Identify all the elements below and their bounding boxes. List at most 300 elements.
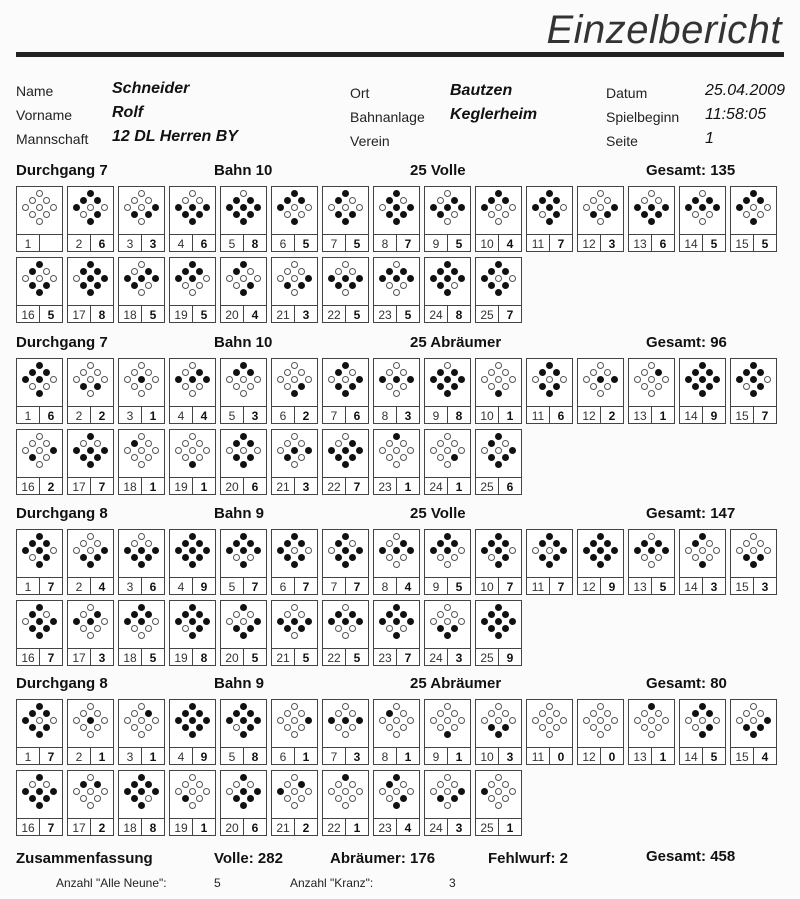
pin-standing [138, 261, 145, 268]
pin-standing [444, 802, 451, 809]
pin-down [495, 604, 502, 611]
pin-diagram [272, 258, 317, 305]
pin-diagram [119, 258, 164, 305]
pin-standing [655, 724, 662, 731]
pin-down [29, 611, 36, 618]
pin-standing [94, 540, 101, 547]
section-gesamt: Gesamt: 135 [646, 162, 736, 179]
pin-standing [736, 717, 743, 724]
pin-down [22, 376, 29, 383]
throw-number: 12 [578, 748, 601, 765]
pin-down [196, 611, 203, 618]
throw-frame [220, 770, 267, 836]
pin-standing [356, 788, 363, 795]
throw-number: 2 [68, 578, 91, 595]
pin-down [539, 197, 546, 204]
throw-frame [220, 257, 267, 323]
pin-down [713, 204, 720, 211]
throw-frame [169, 529, 216, 595]
pin-standing [386, 625, 393, 632]
pin-down [488, 454, 495, 461]
pin-standing [393, 362, 400, 369]
throw-info [68, 577, 113, 595]
pin-down [138, 561, 145, 568]
pin-standing [641, 724, 648, 731]
pin-down [560, 547, 567, 554]
throw-frame [169, 429, 216, 495]
throw-frame [424, 186, 471, 252]
pin-down [604, 540, 611, 547]
pin-standing [400, 724, 407, 731]
throw-info [527, 406, 572, 424]
pin-down [386, 611, 393, 618]
pin-standing [692, 211, 699, 218]
pin-standing [444, 618, 451, 625]
pin-down [29, 710, 36, 717]
pin-down [495, 461, 502, 468]
pin-standing [277, 275, 284, 282]
pin-down [488, 268, 495, 275]
pin-standing [226, 618, 233, 625]
pin-down [298, 781, 305, 788]
pin-diagram [629, 700, 674, 747]
pin-down [407, 547, 414, 554]
pin-down [182, 540, 189, 547]
throw-score: 1 [98, 749, 106, 764]
pin-standing [437, 554, 444, 561]
pin-down [240, 547, 247, 554]
title-rule [16, 52, 784, 57]
throw-frame [67, 770, 114, 836]
throw-frame [67, 529, 114, 595]
mannschaft-label: Mannschaft [16, 131, 89, 147]
pin-diagram [221, 258, 266, 305]
pin-down [444, 376, 451, 383]
pin-down [553, 211, 560, 218]
throw-score: 5 [149, 650, 157, 665]
pin-down [36, 261, 43, 268]
pin-down [349, 440, 356, 447]
pin-down [226, 717, 233, 724]
throw-number: 20 [221, 649, 244, 666]
throw-number: 8 [374, 578, 397, 595]
throw-info [323, 577, 368, 595]
pin-standing [488, 554, 495, 561]
pin-standing [138, 703, 145, 710]
throw-frame [475, 529, 522, 595]
pin-diagram [17, 430, 62, 477]
pin-down [451, 540, 458, 547]
pin-standing [94, 369, 101, 376]
pin-down [247, 724, 254, 731]
pin-standing [451, 282, 458, 289]
pin-diagram [629, 187, 674, 234]
pin-down [634, 547, 641, 554]
throw-info [17, 747, 62, 765]
pin-standing [349, 197, 356, 204]
pin-standing [138, 461, 145, 468]
pin-down [328, 717, 335, 724]
throw-info [17, 818, 62, 836]
pin-standing [386, 383, 393, 390]
bahnanlage-value: Keglerheim [450, 106, 538, 123]
pin-down [240, 561, 247, 568]
pin-standing [583, 376, 590, 383]
pin-down [750, 731, 757, 738]
pin-diagram [272, 700, 317, 747]
pin-standing [43, 268, 50, 275]
datum-value: 25.04.2009 [705, 82, 786, 99]
pin-down [437, 282, 444, 289]
pin-down [648, 218, 655, 225]
pin-down [546, 190, 553, 197]
throw-info [170, 234, 215, 252]
throw-number: 11 [527, 235, 550, 252]
throw-frame [169, 600, 216, 666]
mannschaft-value: 12 DL Herren BY [112, 128, 238, 145]
pin-standing [43, 611, 50, 618]
pin-down [444, 731, 451, 738]
pin-diagram [17, 187, 62, 234]
throw-number: 21 [272, 478, 295, 495]
pin-down [662, 547, 669, 554]
pin-down [277, 547, 284, 554]
throw-score: 1 [506, 408, 514, 423]
throw-score: 4 [98, 579, 106, 594]
pin-standing [502, 710, 509, 717]
pin-standing [335, 268, 342, 275]
pin-down [29, 795, 36, 802]
pin-down [706, 724, 713, 731]
pin-down [597, 547, 604, 554]
pin-down [240, 261, 247, 268]
pin-down [342, 533, 349, 540]
throw-score: 7 [353, 479, 361, 494]
pin-standing [597, 703, 604, 710]
throw-number: 18 [119, 478, 142, 495]
pin-standing [444, 604, 451, 611]
pin-down [196, 369, 203, 376]
pin-standing [101, 717, 108, 724]
throw-score: 7 [47, 579, 55, 594]
pin-down [662, 204, 669, 211]
pin-down [22, 717, 29, 724]
pin-standing [196, 282, 203, 289]
pin-standing [342, 376, 349, 383]
pin-down [203, 717, 210, 724]
pin-standing [175, 788, 182, 795]
pin-down [641, 540, 648, 547]
pin-down [502, 724, 509, 731]
throw-number: 16 [17, 478, 40, 495]
pin-down [495, 533, 502, 540]
pin-down [349, 383, 356, 390]
pin-diagram [68, 700, 113, 747]
pin-down [291, 533, 298, 540]
throw-frame [118, 186, 165, 252]
throw-number: 24 [425, 478, 448, 495]
pin-down [124, 788, 131, 795]
pin-standing [87, 788, 94, 795]
pin-down [546, 561, 553, 568]
pin-standing [743, 383, 750, 390]
pin-standing [444, 447, 451, 454]
pin-down [349, 282, 356, 289]
pin-diagram [323, 258, 368, 305]
pin-down [437, 795, 444, 802]
pin-standing [189, 362, 196, 369]
pin-standing [764, 376, 771, 383]
pin-standing [393, 289, 400, 296]
throw-info [374, 818, 419, 836]
pin-down [502, 554, 509, 561]
throw-frame [271, 429, 318, 495]
throw-score: 5 [761, 236, 769, 251]
pin-down [203, 618, 210, 625]
pin-down [145, 268, 152, 275]
pin-down [87, 561, 94, 568]
pin-standing [393, 717, 400, 724]
pin-standing [444, 703, 451, 710]
throw-info [221, 305, 266, 323]
pin-standing [328, 788, 335, 795]
pin-down [152, 204, 159, 211]
pin-standing [488, 781, 495, 788]
pin-down [488, 282, 495, 289]
pin-standing [291, 774, 298, 781]
throw-frame [730, 529, 777, 595]
throw-info [272, 406, 317, 424]
pin-standing [284, 383, 291, 390]
pin-standing [655, 554, 662, 561]
throw-frame [16, 699, 63, 765]
bahnanlage-label: Bahnanlage [350, 109, 425, 125]
throw-frame [475, 358, 522, 424]
throw-number: 14 [680, 407, 703, 424]
pin-down [546, 362, 553, 369]
pin-standing [546, 376, 553, 383]
throw-score: 2 [98, 820, 106, 835]
throw-number: 23 [374, 306, 397, 323]
throw-number: 18 [119, 819, 142, 836]
pin-standing [662, 717, 669, 724]
pin-down [94, 554, 101, 561]
pin-down [189, 204, 196, 211]
throw-number: 23 [374, 819, 397, 836]
pin-standing [560, 376, 567, 383]
throw-number: 15 [731, 748, 754, 765]
pin-standing [131, 369, 138, 376]
throw-info [17, 305, 62, 323]
pin-standing [73, 275, 80, 282]
pin-down [298, 540, 305, 547]
pin-standing [291, 433, 298, 440]
pin-down [138, 788, 145, 795]
pin-standing [203, 788, 210, 795]
throw-frame [526, 529, 573, 595]
pin-standing [349, 540, 356, 547]
throw-score: 5 [47, 307, 55, 322]
pin-standing [444, 433, 451, 440]
pin-standing [342, 433, 349, 440]
throw-score: 5 [302, 650, 310, 665]
throw-number: 5 [221, 578, 244, 595]
pin-standing [50, 204, 57, 211]
throw-frame [67, 699, 114, 765]
pin-standing [80, 795, 87, 802]
pin-diagram [323, 430, 368, 477]
throw-frame [424, 529, 471, 595]
pin-diagram [425, 187, 470, 234]
throw-score: 7 [557, 236, 565, 251]
pin-down [87, 261, 94, 268]
pin-down [29, 625, 36, 632]
pin-standing [284, 781, 291, 788]
pin-down [182, 268, 189, 275]
pin-down [342, 218, 349, 225]
pin-down [532, 204, 539, 211]
pin-standing [655, 197, 662, 204]
pin-down [407, 376, 414, 383]
throw-frame [424, 770, 471, 836]
datum-label: Datum [606, 85, 648, 101]
pin-down [189, 376, 196, 383]
pin-down [94, 268, 101, 275]
pin-down [240, 788, 247, 795]
pin-standing [393, 461, 400, 468]
pin-down [36, 390, 43, 397]
throw-number: 7 [323, 748, 346, 765]
pin-diagram [119, 359, 164, 406]
pin-down [342, 774, 349, 781]
pin-standing [233, 383, 240, 390]
pin-down [400, 611, 407, 618]
throw-info [17, 648, 62, 666]
throw-frame [577, 186, 624, 252]
mode-label: 25 Abräumer [410, 675, 502, 692]
pin-diagram [680, 187, 725, 234]
throw-number: 6 [272, 578, 295, 595]
pin-down [713, 376, 720, 383]
pin-down [757, 554, 764, 561]
throw-number: 16 [17, 819, 40, 836]
pin-standing [604, 197, 611, 204]
pin-standing [277, 447, 284, 454]
pin-standing [583, 204, 590, 211]
throw-number: 5 [221, 235, 244, 252]
throw-frame [271, 529, 318, 595]
throw-frame [373, 186, 420, 252]
pin-down [750, 561, 757, 568]
pin-standing [124, 204, 131, 211]
pin-down [80, 383, 87, 390]
pin-standing [80, 369, 87, 376]
pin-down [451, 625, 458, 632]
throw-frame [16, 358, 63, 424]
summary-gesamt: Gesamt: 458 [646, 848, 736, 865]
pin-standing [604, 369, 611, 376]
throw-frame [628, 529, 675, 595]
pin-standing [349, 268, 356, 275]
pin-down [189, 547, 196, 554]
throw-info [374, 648, 419, 666]
pin-standing [145, 454, 152, 461]
throw-score: 5 [710, 236, 718, 251]
pin-down [131, 211, 138, 218]
throw-frame [373, 699, 420, 765]
durchgang-label: Durchgang 7 [16, 162, 108, 179]
pin-standing [196, 795, 203, 802]
throw-score: 1 [302, 749, 310, 764]
throw-number: 25 [476, 478, 499, 495]
pin-standing [277, 717, 284, 724]
pin-diagram [425, 601, 470, 648]
pin-standing [138, 447, 145, 454]
pin-down [481, 204, 488, 211]
pin-standing [138, 632, 145, 639]
throw-frame [526, 358, 573, 424]
pin-standing [138, 289, 145, 296]
throw-info [731, 747, 776, 765]
pin-down [444, 275, 451, 282]
pin-standing [145, 369, 152, 376]
pin-down [43, 625, 50, 632]
throw-info [170, 577, 215, 595]
pin-diagram [272, 771, 317, 818]
pin-diagram [527, 530, 572, 577]
pin-standing [36, 218, 43, 225]
throw-frame [475, 429, 522, 495]
spielbeginn-value: 11:58:05 [705, 106, 767, 123]
pin-standing [400, 454, 407, 461]
pin-down [101, 447, 108, 454]
pin-down [36, 632, 43, 639]
throw-info [476, 477, 521, 495]
throw-number: 9 [425, 235, 448, 252]
pin-diagram [578, 530, 623, 577]
throw-number: 23 [374, 478, 397, 495]
pin-down [284, 282, 291, 289]
throw-frame [730, 186, 777, 252]
pin-down [393, 204, 400, 211]
throw-score: 5 [353, 236, 361, 251]
pin-down [298, 625, 305, 632]
throw-frame [475, 770, 522, 836]
pin-down [43, 282, 50, 289]
pin-down [145, 710, 152, 717]
throw-number: 2 [68, 407, 91, 424]
pin-standing [291, 717, 298, 724]
throw-frame [67, 257, 114, 323]
pin-standing [233, 282, 240, 289]
throw-number: 15 [731, 407, 754, 424]
pin-standing [648, 731, 655, 738]
pin-down [356, 717, 363, 724]
throw-info [221, 234, 266, 252]
pin-standing [50, 547, 57, 554]
throw-frame [67, 429, 114, 495]
pin-down [240, 731, 247, 738]
throw-frame [118, 529, 165, 595]
pin-down [386, 197, 393, 204]
pin-standing [189, 190, 196, 197]
pin-down [539, 383, 546, 390]
pin-standing [87, 376, 94, 383]
pin-down [36, 376, 43, 383]
pin-down [509, 447, 516, 454]
summary-fehlwurf: Fehlwurf: 2 [488, 850, 569, 867]
pin-standing [342, 261, 349, 268]
